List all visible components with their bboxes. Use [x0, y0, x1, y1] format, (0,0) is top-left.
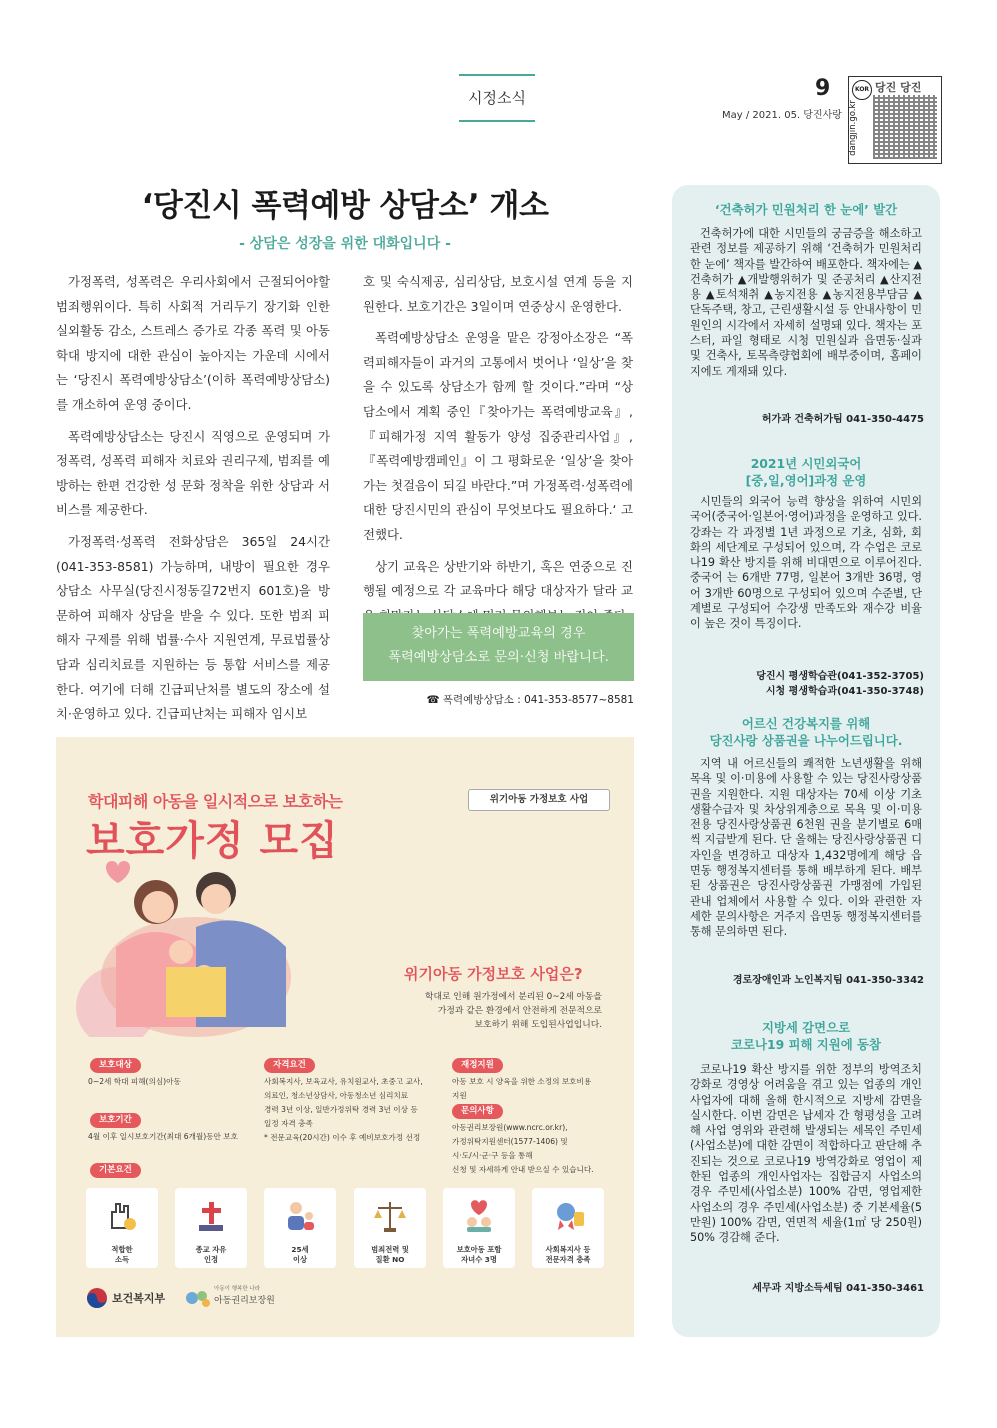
qr-code-block[interactable]: [848, 76, 942, 164]
sidebar-body: 지역 내 어르신들의 쾌적한 노년생활을 위해 목욕 및 이·미용에 사용할 수 있는 당진사랑상품권을 지원한다. 지원 대상자는 70세 이상 기초생활수급자 및 차상위계층으로 목욕 및 이·미용 전용 당진사랑상품권 6천원 권을 분기별로 6매씩 지급받게 된다. 단 올해는 당진사랑상품권 디자인을 변경하고 대상자 1,432명에게 해당 읍면동 행정복지센터를 통해 배부하게 된다. 배부된 상품권은 당진사랑상품권 가맹점에 가입된 관내 업체에서 사용할 수 있다. 이와 관련한 자세한 문의사항은 거주지 읍면동 행정복지센터를 통해 문의하면 된다.: [690, 757, 922, 939]
poster-kicker: 학대피해 아동을 일시적으로 보호하는: [88, 792, 343, 811]
desc-line: 보호하기 위해 도입된사업입니다.: [474, 1020, 602, 1030]
ministry-logo-icon: [86, 1287, 108, 1309]
label-line: 자녀수 3명: [461, 1255, 497, 1264]
paragraph: 가정폭력·성폭력 전화상담은 365일 24시간(041-353-8581) 가능하며, 내방이 필요한 경우 상담소 사무실(당진시정동길72번지 601호)을 방문하여 피해자 상담을 받을 수 있다. 또한 범죄 피해자 구제를 위해 법률·수사 지원연계, 무료법률상담과 심리치료를 지원하는 등 통합 서비스를 제공한다. 여기에 더해 긴급피난처를 별도의 장소에 설치·운영하고 있다. 긴급피난처는 피해자 임시보: [56, 533, 330, 722]
adult-child-icon: [282, 1198, 318, 1234]
title-line: 2021년 시민외국어: [750, 456, 862, 471]
label-period: 보호기간: [90, 1113, 141, 1128]
qr-code-icon: [873, 95, 937, 159]
hand-coin-icon: [104, 1198, 140, 1234]
agency-logo-icon: [184, 1288, 212, 1308]
title-line: 어르신 건강복지를 위해: [741, 716, 871, 731]
text-qualification: [264, 1075, 423, 1145]
article-subtitle: - 상담은 성장을 위한 대화입니다 -: [239, 236, 451, 252]
text-line: 신청 및 자세하게 안내 받으실 수 있습니다.: [452, 1165, 594, 1174]
label-line: 질환 NO: [375, 1255, 405, 1264]
text-period: 4월 이후 일시보호기간(최대 6개월)동안 보호: [88, 1132, 238, 1141]
label-line: 25세: [291, 1245, 309, 1254]
title-line: 지방세 감면으로: [761, 1020, 851, 1035]
text-line: 가정위탁지원센터(1577-1406) 및: [452, 1137, 568, 1146]
text-target: 0~2세 학대 피해(의심)아동: [88, 1077, 181, 1086]
label-inquiry: 문의사항: [452, 1104, 503, 1119]
article-column-2: [363, 270, 633, 635]
label-qualification: 자격요건: [264, 1058, 315, 1073]
cross-bible-icon: [193, 1198, 229, 1234]
agency-tagline: 아동이 행복한 나라: [214, 1286, 261, 1292]
text-line: 의료인, 청소년상담사, 아동청소년 심리치료: [264, 1091, 409, 1100]
qr-url: dangjin.go.kr: [847, 100, 858, 156]
contact-line: 세무과 지방소득세팀 041-350-3461: [752, 1283, 924, 1294]
text-line: 사회복지사, 보육교사, 유치원교사, 초중고 교사,: [264, 1077, 423, 1086]
sidebar-title: [682, 201, 930, 218]
desc-line: 학대로 인해 원가정에서 분리된 0~2세 아동을: [424, 992, 602, 1002]
sidebar-contact: [752, 1281, 924, 1296]
card-label: [264, 1245, 336, 1265]
sidebar-body: 코로나19 확산 방지를 위한 정부의 방역조치 강화로 경영상 어려움을 겪고 있는 업종의 개인사업자에 대해 올해 한시적으로 지방세 감면을 실시한다. 이번 감면은 납세자 간 형평성을 고려해 사업 영위와 관련해 발생되는 세목인 주민세(사업소분)에 대한 감면이 적합하다고 판단해 추진되는 것으로 코로나19 방역강화로 영업이 제한된 업종의 개인사업자는 집합금지 사업소의 경우 주민세(사업소분) 100% 감면, 영업제한 사업소의 경우 주민세(사업소분) 중 기본세율(5만원) 100% 감면, 연면적 세율(1㎡ 당 250원) 50% 경감해 준다.: [690, 1063, 922, 1245]
contact-line: 경로장애인과 노인복지팀 041-350-3342: [732, 975, 924, 986]
poster-question: 위기아동 가정보호 사업은?: [404, 965, 583, 983]
sidebar-title: [682, 455, 930, 489]
desc-line: 가정과 같은 환경에서 안전하게 전문적으로: [437, 1006, 602, 1016]
article-title: ‘당진시 폭력예방 상담소’ 개소: [141, 188, 549, 224]
text-line: 일정 자격 충족: [264, 1119, 313, 1128]
contact-line: 허가과 건축허가팀 041-350-4475: [761, 414, 924, 425]
foster-family-poster: [56, 737, 634, 1337]
callout-box: [363, 613, 634, 681]
card-label: [86, 1245, 158, 1265]
contact-line: 당진시 평생학습관(041-352-3705): [756, 671, 924, 682]
label-line: 범죄전력 및: [371, 1245, 409, 1254]
title-line: [중,일,영어]과정 운영: [745, 473, 867, 488]
kor-badge: KOR: [852, 80, 872, 100]
sidebar-title: [682, 1019, 930, 1053]
requirement-card: [532, 1188, 604, 1268]
certificate-icon: [550, 1198, 586, 1234]
text-line: 아동권리보장원(www.ncrc.or.kr),: [452, 1123, 568, 1132]
title-line: ‘건축허가 민원처리 한 눈에’ 발간: [714, 202, 898, 217]
sidebar-contact: [756, 669, 924, 699]
sidebar-body: 건축허가에 대한 시민들의 궁금증을 해소하고 관련 정보를 제공하기 위해 ‘건축허가 민원처리 한 눈에’ 책자를 발간하여 배포한다. 책자에는 ▲건축허가 ▲개발행위허가 및 준공처리 ▲산지전용 ▲토석채취 ▲농지전용 ▲농지전용부담금 ▲단독주택, 창고, 근린생활시설 등 안내사항이 민원인의 시각에서 자세히 설명돼 있다. 책자는 포스터, 파일 형태로 시청 민원실과 읍면동·실과 및 건축사, 토목측량협회에 배부중이며, 홈페이지에도 게재돼 있다.: [690, 227, 922, 378]
text-inquiry: [452, 1121, 594, 1177]
section-tag: 시정소식: [459, 74, 535, 122]
requirement-card: [175, 1188, 247, 1268]
callout-line: 폭력예방상담소로 문의·신청 바랍니다.: [388, 650, 609, 665]
label-line: 보호아동 포함: [456, 1245, 502, 1254]
sidebar-body: 시민들의 외국어 능력 향상을 위하여 시민외국어(중국어·일본어·영어)과정을 운영하고 있다. 강좌는 각 과정별 1년 과정으로 기초, 심화, 회화의 세단계로 구성되어 있으며, 각 수업은 코로나19 확산 방지를 위해 비대면으로 이루어진다. 중국어 는 6개반 77명, 일본어 3개반 36명, 영어 3개반 60명으로 구성되어 있으며 수준별, 단계별로 구성되어 수강생 만족도와 재수강 비율이 높은 것이 특징이다.: [690, 495, 922, 631]
article-column-1: [56, 270, 330, 734]
card-label: [532, 1245, 604, 1265]
label-line: 사회복지사 등: [545, 1245, 591, 1254]
family-illustration: [76, 857, 306, 1037]
label-line: 전문자격 충족: [545, 1255, 591, 1264]
requirement-card: [443, 1188, 515, 1268]
paragraph: 가정폭력, 성폭력은 우리사회에서 근절되어야할 범죄행위이다. 특히 사회적 거리두기 장기화 인한 실외활동 감소, 스트레스 증가로 각종 폭력 및 아동학대 방지에 대한 관심이 높아지는 가운데 시에서는 ‘당진시 폭력예방상담소’(이하 폭력예방상담소)를 개소하여 운영 중이다.: [56, 274, 330, 412]
label-line: 종교 자유: [195, 1245, 227, 1254]
requirement-card: [86, 1188, 158, 1268]
label-line: 인정: [203, 1255, 219, 1264]
card-label: [175, 1245, 247, 1265]
card-label: [354, 1245, 426, 1265]
text-line: * 전문교육(20시간) 이수 후 예비보호가정 선정: [264, 1133, 421, 1142]
qr-brand: 당진 당진: [875, 81, 922, 94]
paragraph: 폭력예방상담소는 당진시 직영으로 운영되며 가정폭력, 성폭력 피해자 치료와 권리구제, 범죄를 예방하는 한편 건강한 성 문화 정착을 위한 상담과 서비스를 제공한다.: [56, 428, 330, 518]
label-line: 적합한: [111, 1245, 133, 1254]
paragraph: 폭력예방상담소 운영을 맡은 강정아소장은 “폭력피해자들이 과거의 고통에서 벗어나 ‘일상’을 찾을 수 있도록 상담소가 함께 할 것이다.”라며 “상담소에서 계획 중인『찾아가는 폭력예방교육』,『피해가정 지역 활동가 양성 집중관리사업』,『폭력예방캠페인』이 그 평화로운 ‘일상’을 찾아가는 첫걸음이 되길 바란다.”며 가정폭력·성폭력에 대한 당진시민의 관심이 무엇보다도 필요하다.‘ 고 전했다.: [363, 330, 633, 542]
children-heart-icon: [461, 1198, 497, 1234]
label-target: 보호대상: [90, 1058, 141, 1073]
card-label: [443, 1245, 515, 1265]
poster-description: [386, 990, 602, 1032]
label-line: 소득: [114, 1255, 130, 1264]
ministry-name: 보건복지부: [112, 1292, 166, 1305]
paragraph: 상기 교육은 상반기와 하반기, 혹은 연중으로 진행될 예정으로 각 교육마다 해당 대상자가 달라 교: [363, 558, 633, 599]
page-number: 9: [815, 76, 831, 101]
text-line: 지원: [452, 1091, 467, 1100]
poster-badge: 위기아동 가정보호 사업: [468, 789, 610, 811]
label-basic: 기본요건: [90, 1163, 141, 1178]
contact-line: 시청 평생학습과(041-350-3748): [765, 686, 924, 697]
text-line: 경력 3년 이상, 일반가정위탁 경력 3년 이상 등: [264, 1105, 418, 1114]
requirement-card: [354, 1188, 426, 1268]
label-line: 이상: [292, 1255, 308, 1264]
news-sidebar: [672, 185, 940, 1337]
paragraph: 호 및 숙식제공, 심리상담, 보호시설 연계 등을 지원한다. 보호기간은 3일이며 연중상시 운영한다.: [363, 274, 633, 314]
agency-name: 아동권리보장원: [214, 1296, 275, 1306]
title-line: 코로나19 피해 지원에 동참: [731, 1037, 881, 1052]
callout-line: 찾아가는 폭력예방교육의 경우: [411, 626, 586, 641]
mother-face: [142, 891, 174, 923]
child-face: [169, 940, 193, 964]
title-line: 당진사랑 상품권을 나누어드립니다.: [709, 733, 903, 748]
issue-date: May / 2021. 05. 당진사랑: [722, 110, 842, 121]
sidebar-contact: [733, 973, 924, 988]
label-support: 재정지원: [452, 1058, 503, 1073]
heart-icon: [106, 861, 130, 883]
sidebar-contact: [762, 412, 924, 427]
text-line: 시·도/시·군·구 등을 통해: [452, 1151, 533, 1160]
text-support: [452, 1075, 591, 1103]
father-face: [201, 884, 231, 914]
requirement-card: [264, 1188, 336, 1268]
poster-title: 보호가정 모집: [86, 818, 339, 864]
article-contact: ☎ 폭력예방상담소 : 041-353-8577~8581: [426, 694, 634, 706]
child-body: [166, 967, 226, 1017]
text-line: 아동 보호 시 양육을 위한 소정의 보호비용: [452, 1077, 592, 1086]
sidebar-title: [682, 715, 930, 749]
scales-icon: [372, 1198, 408, 1234]
